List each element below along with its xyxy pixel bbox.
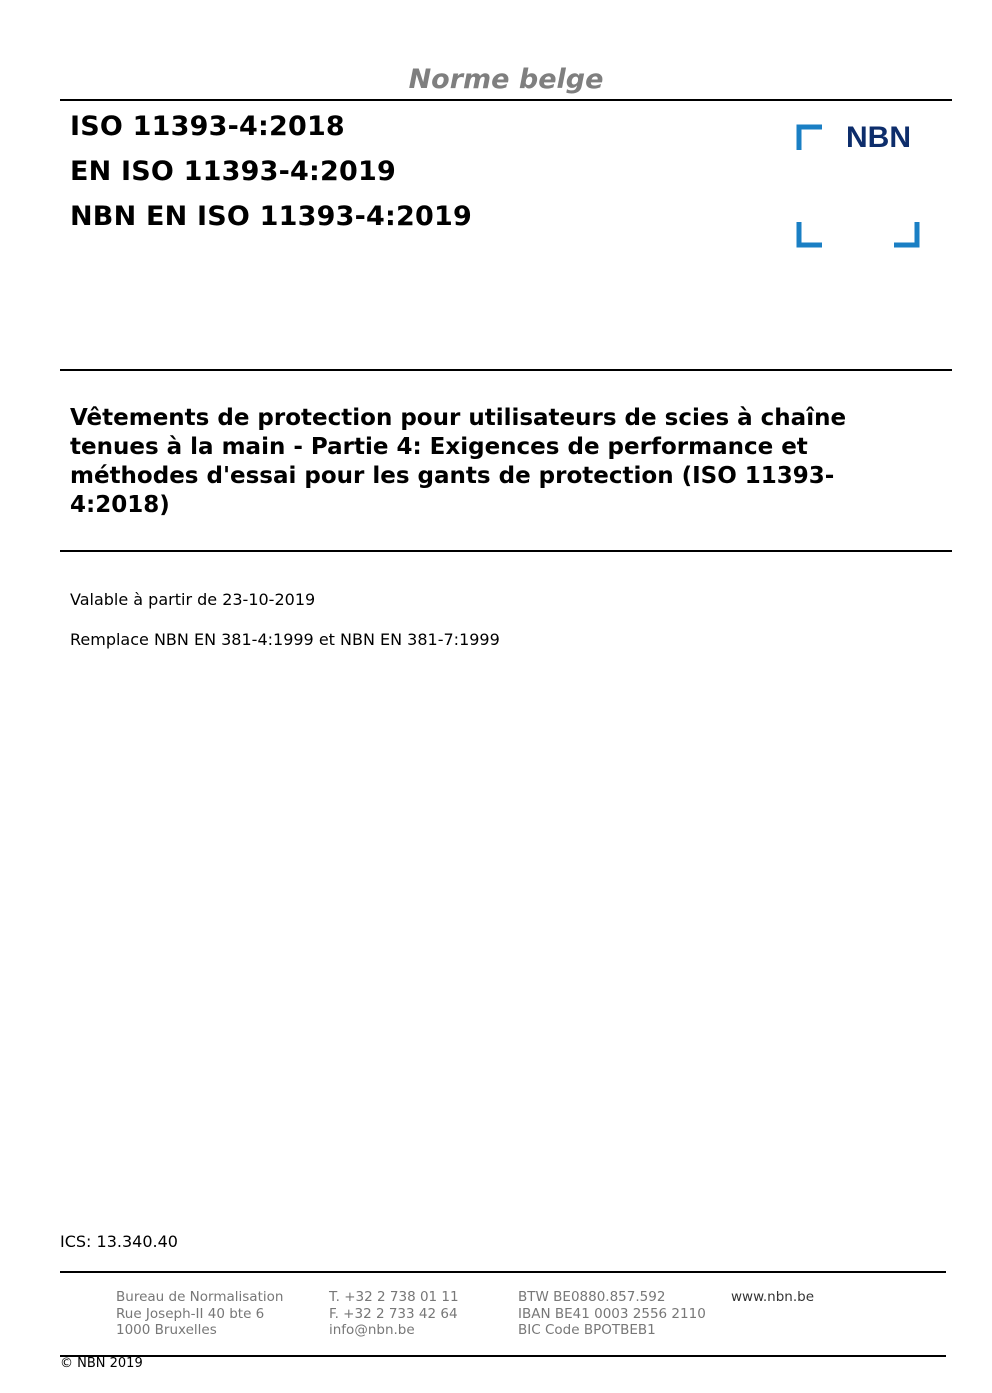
replaces-note: Remplace NBN EN 381-4:1999 et NBN EN 381-7:1999 [70, 630, 500, 649]
ics-code: ICS: 13.340.40 [60, 1232, 178, 1251]
footer-bottom-rule [60, 1355, 946, 1357]
footer-address [116, 1289, 283, 1339]
address-line: Bureau de Normalisation [116, 1289, 284, 1305]
validity-date: Valable à partir de 23-10-2019 [70, 590, 316, 609]
top-rule [60, 99, 952, 101]
title-line: méthodes d'essai pour les gants de protection (ISO 11393- [70, 463, 835, 489]
header-label: Norme belge [408, 64, 604, 95]
phone: T. +32 2 738 01 11 [329, 1289, 459, 1305]
footer-contact [329, 1289, 459, 1339]
nbn-code: NBN EN ISO 11393-4:2019 [70, 201, 472, 232]
email-link[interactable]: info@nbn.be [329, 1322, 415, 1338]
iso-code: ISO 11393-4:2018 [70, 111, 345, 142]
footer-web [731, 1289, 814, 1306]
address-line: 1000 Bruxelles [116, 1322, 217, 1338]
title-bottom-rule [60, 550, 952, 552]
bic-code: BIC Code BPOTBEB1 [518, 1322, 656, 1338]
address-line: Rue Joseph-II 40 bte 6 [116, 1305, 265, 1322]
nbn-logo-text: NBN [846, 121, 911, 154]
title-line: tenues à la main - Partie 4: Exigences de performance et [70, 434, 808, 460]
iban: IBAN BE41 0003 2556 2110 [518, 1305, 706, 1322]
title-top-rule [60, 369, 952, 371]
document-title [70, 404, 870, 520]
title-line: Vêtements de protection pour utilisateurs de scies à chaîne [70, 405, 847, 431]
vat-number: BTW BE0880.857.592 [518, 1289, 666, 1305]
title-line: 4:2018) [70, 492, 170, 518]
fax: F. +32 2 733 42 64 [329, 1305, 458, 1322]
website-link[interactable]: www.nbn.be [731, 1289, 815, 1305]
footer-bank [518, 1289, 706, 1339]
en-code: EN ISO 11393-4:2019 [70, 156, 396, 187]
copyright: © NBN 2019 [60, 1356, 143, 1371]
footer-top-rule [60, 1271, 946, 1273]
nbn-logo [796, 121, 920, 248]
